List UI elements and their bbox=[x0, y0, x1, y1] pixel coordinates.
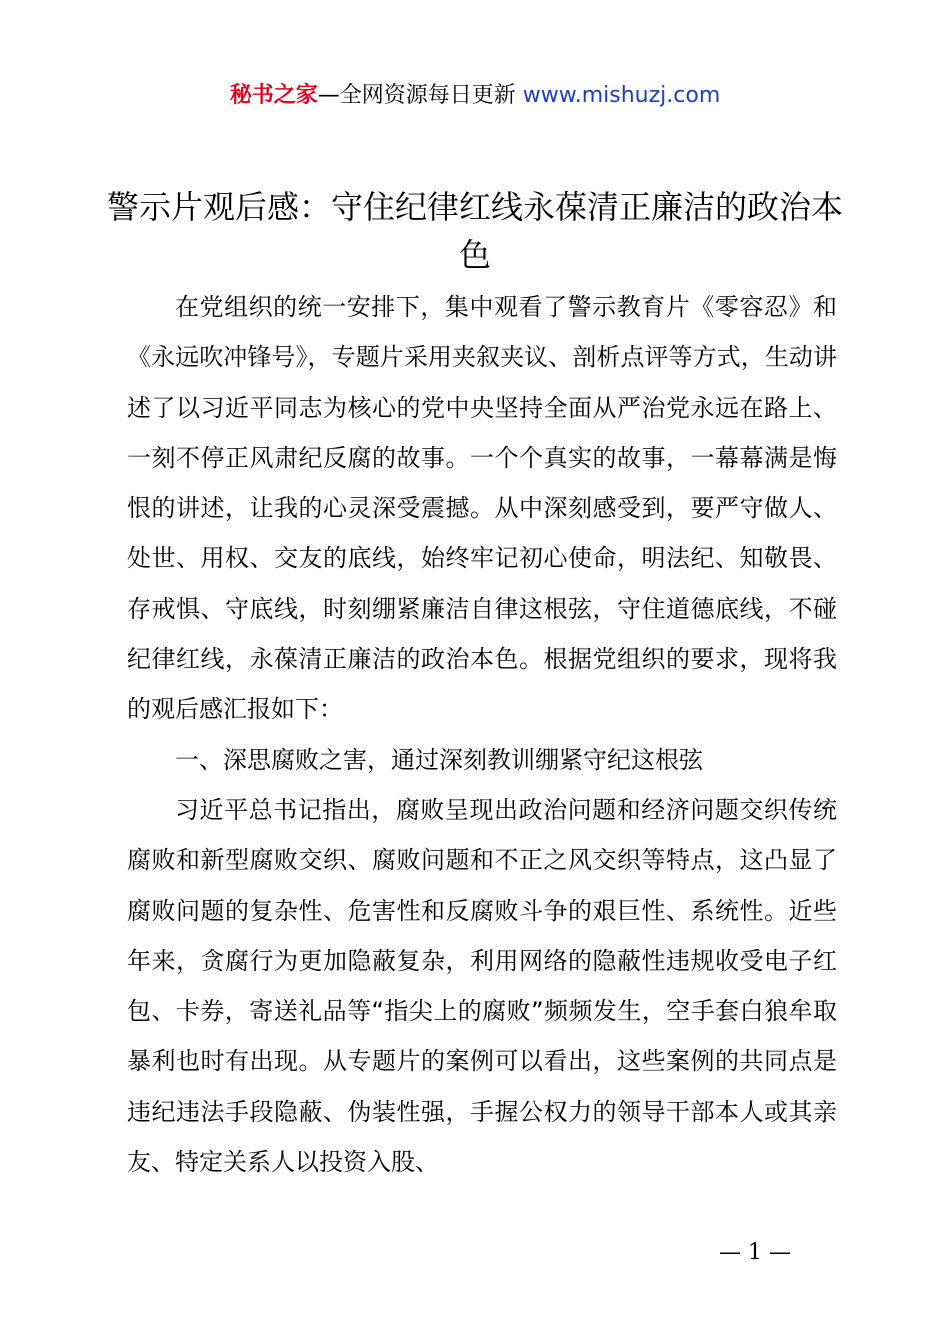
site-name: 秘书之家 bbox=[229, 83, 318, 108]
intro-paragraph: 在党组织的统一安排下，集中观看了警示教育片《零容忍》和《永远吹冲锋号》，专题片采用夹叙夹议、剖析点评等方式，生动讲述了以习近平同志为核心的党中央坚持全面从严治党永远在路上、一刻不停正风肃纪反腐的故事。一个个真实的故事，一幕幕满是悔恨的讲述，让我的心灵深受震撼。从中深刻感受到，要严守做人、处世、用权、交友的底线，始终牢记初心使命，明法纪、知敬畏、存戒惧、守底线，时刻绷紧廉洁自律这根弦，守住道德底线，不碰纪律红线，永葆清正廉洁的政治本色。根据党组织的要求，现将我的观后感汇报如下： bbox=[127, 293, 837, 724]
document-body bbox=[127, 282, 837, 1187]
page-number: — 1 — bbox=[719, 1240, 791, 1265]
site-header bbox=[0, 80, 950, 112]
site-url: www.mishuzj.com bbox=[522, 83, 721, 108]
section-heading: 一、深思腐败之害，通过深刻教训绷紧守纪这根弦 bbox=[175, 745, 703, 774]
document-title: 警示片观后感：守住纪律红线永葆清正廉洁的政治本色 bbox=[106, 188, 843, 274]
body-paragraph: 习近平总书记指出，腐败呈现出政治问题和经济问题交织传统腐败和新型腐败交织、腐败问题和不正之风交织等特点，这凸显了腐败问题的复杂性、危害性和反腐败斗争的艰巨性、系统性。近些年来，贪腐行为更加隐蔽复杂，利用网络的隐蔽性违规收受电子红包、卡券，寄送礼品等“指尖上的腐败”频频发生，空手套白狼牟取暴利也时有出现。从专题片的案例可以看出，这些案例的共同点是违纪违法手段隐蔽、伪装性强，手握公权力的领导干部本人或其亲友、特定关系人以投资入股、 bbox=[127, 795, 837, 1177]
site-tagline: —全网资源每日更新 bbox=[317, 83, 516, 108]
